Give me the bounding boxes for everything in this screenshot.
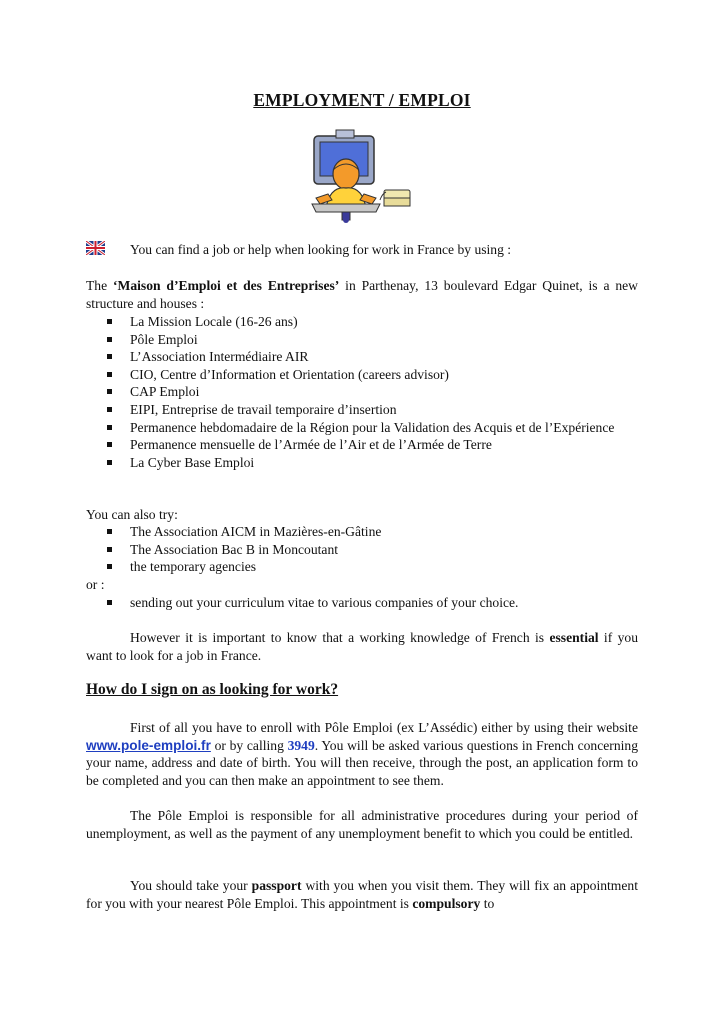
also-try-label: You can also try: — [86, 507, 178, 522]
pole-emploi-link[interactable]: www.pole-emploi.fr — [86, 737, 211, 753]
list-item: CAP Emploi — [86, 383, 638, 401]
enroll-after: . You will be asked various questions in French concerning your name, address and date of birth. You will then receive, through the post, an application form to be completed and you can then make an appointment to see them. — [86, 737, 638, 788]
passport-after: to — [480, 895, 495, 911]
maison-paragraph — [86, 277, 638, 312]
list-item: Permanence mensuelle de l’Armée de l’Air et de l’Armée de Terre — [86, 436, 638, 454]
list-item: La Cyber Base Emploi — [86, 454, 638, 472]
responsible-paragraph: The Pôle Emploi is responsible for all administrative procedures during your period of unemployment, as well as the payment of any unemployment benefit to which you could be entitled. — [86, 808, 638, 841]
list-item: The Association AICM in Mazières-en-Gâtine — [86, 523, 638, 541]
passport-emphasis: passport — [251, 878, 302, 893]
passport-middle: with you when you visit them. They will fix an appointment for you with your nearest Pôle Emploi. This appointment is — [86, 878, 638, 911]
section-heading: How do I sign on as looking for work? — [86, 681, 339, 698]
enroll-paragraph — [86, 719, 638, 789]
however-paragraph — [86, 629, 638, 664]
enroll-middle: or by calling — [210, 737, 288, 753]
enroll-before: First of all you have to enroll with Pôle Emploi (ex L’Assédic) either by using their website — [130, 720, 638, 735]
list-item: the temporary agencies — [86, 558, 638, 576]
list-item: Pôle Emploi — [86, 331, 638, 349]
or-label: or : — [86, 577, 105, 592]
or-list — [86, 594, 638, 612]
passport-before: You should take your — [130, 878, 252, 893]
intro-text: You can find a job or help when looking for work in France by using : — [130, 242, 512, 257]
phone-number: 3949 — [287, 737, 315, 753]
essential-emphasis: essential — [549, 630, 599, 645]
list-item: L’Association Intermédiaire AIR — [86, 348, 638, 366]
page-title: EMPLOYMENT / EMPLOI — [253, 90, 471, 110]
however-after: if you want to look for a job in France. — [86, 630, 638, 663]
list-item: The Association Bac B in Moncoutant — [86, 541, 638, 559]
maison-list — [86, 313, 638, 471]
maison-prefix: The — [86, 278, 113, 293]
list-item: La Mission Locale (16-26 ans) — [86, 313, 638, 331]
however-before: However it is important to know that a working knowledge of French is — [130, 630, 550, 645]
maison-name: ‘Maison d’Emploi et des Entreprises’ — [113, 278, 340, 293]
person-at-computer-icon — [310, 128, 414, 224]
list-item: EIPI, Entreprise de travail temporaire d’insertion — [86, 401, 638, 419]
list-item: sending out your curriculum vitae to various companies of your choice. — [86, 594, 638, 612]
maison-suffix: in Parthenay, 13 boulevard Edgar Quinet, is a new structure and houses : — [86, 278, 638, 311]
uk-flag-icon — [86, 241, 105, 255]
list-item: Permanence hebdomadaire de la Région pour la Validation des Acquis et de l’Expérience — [86, 419, 638, 437]
compulsory-emphasis: compulsory — [412, 895, 481, 911]
list-item: CIO, Centre d’Information et Orientation (careers advisor) — [86, 366, 638, 384]
also-try-list — [86, 523, 638, 576]
passport-paragraph — [86, 877, 638, 912]
